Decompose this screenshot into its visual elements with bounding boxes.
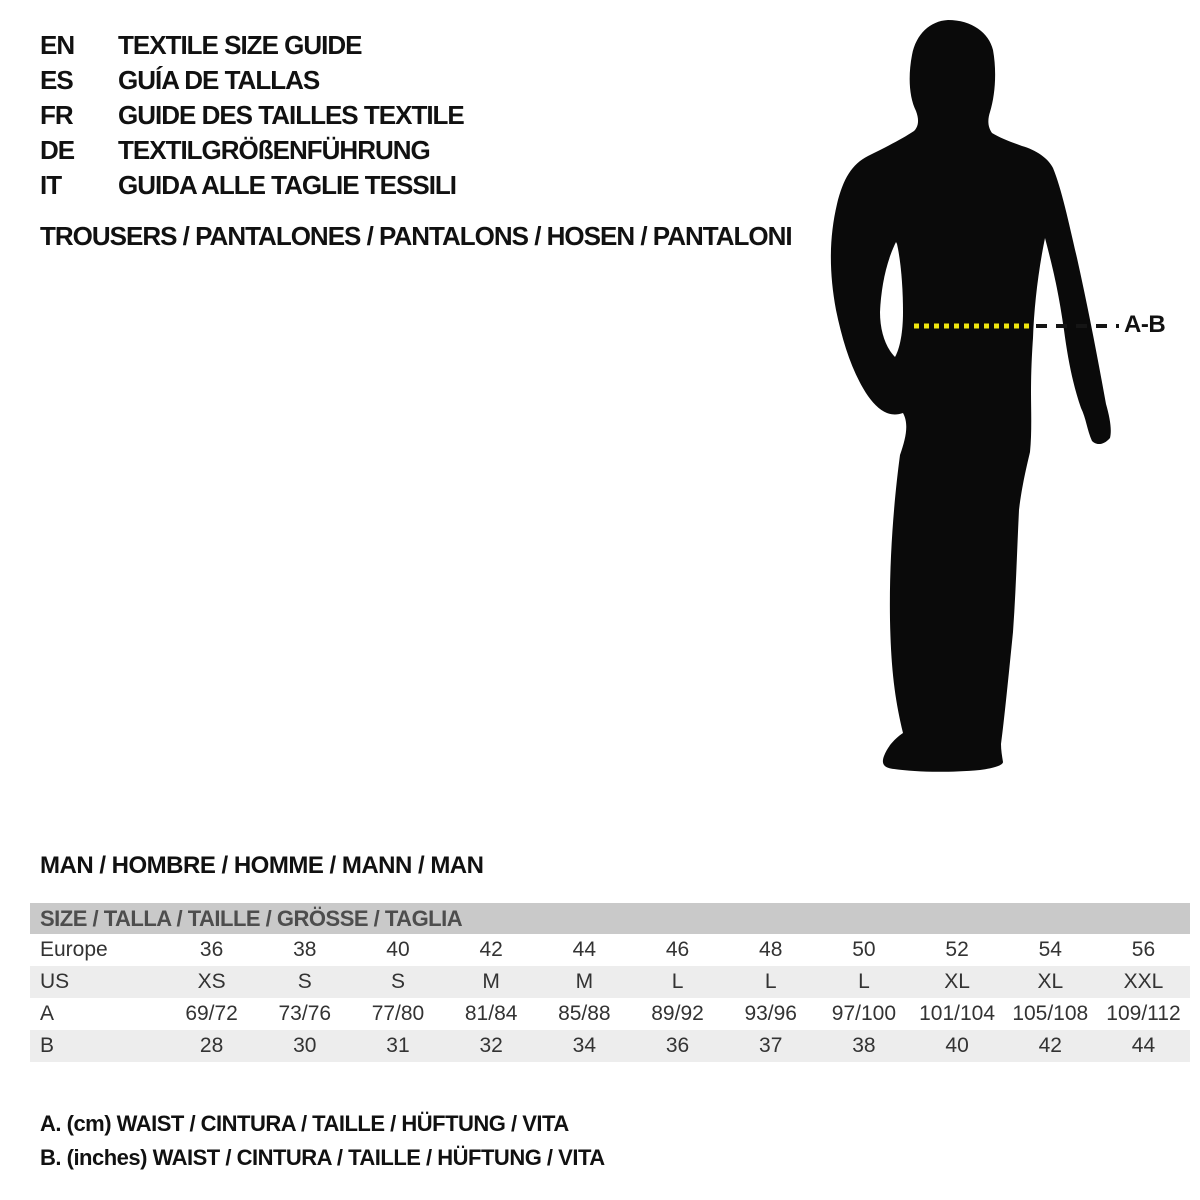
table-row xyxy=(30,998,1190,1030)
footnote-cm: A. (cm) WAIST / CINTURA / TAILLE / HÜFTUNG / VITA xyxy=(40,1111,569,1136)
table-cell: XL xyxy=(944,970,970,993)
table-cell: 40 xyxy=(386,938,410,961)
language-title: GUIDA ALLE TAGLIE TESSILI xyxy=(118,170,457,200)
table-row-label: A xyxy=(40,1002,55,1025)
table-cell: 109/112 xyxy=(1106,1002,1181,1025)
table-cell: 93/96 xyxy=(744,1002,797,1025)
table-cell: 69/72 xyxy=(185,1002,238,1025)
table-cell: 73/76 xyxy=(278,1002,332,1025)
table-cell: 54 xyxy=(1038,938,1062,961)
table-cell: 85/88 xyxy=(558,1002,611,1025)
language-code: IT xyxy=(40,170,62,200)
table-cell: L xyxy=(764,970,777,993)
language-title: TEXTILGRÖßENFÜHRUNG xyxy=(118,135,430,165)
table-row-label: US xyxy=(40,970,70,993)
table-cell: 40 xyxy=(945,1034,969,1057)
section-heading-man: MAN / HOMBRE / HOMME / MANN / MAN xyxy=(40,852,484,879)
table-cell: XS xyxy=(197,970,226,993)
footnotes xyxy=(40,1111,605,1179)
table-cell: M xyxy=(575,970,594,993)
table-cell: 97/100 xyxy=(831,1002,897,1025)
man-silhouette xyxy=(831,20,1111,772)
table-cell: 42 xyxy=(479,938,503,961)
product-heading: TROUSERS / PANTALONES / PANTALONS / HOSEN / PANTALONI xyxy=(40,221,792,251)
table-cell: L xyxy=(858,970,870,993)
language-title: GUIDE DES TAILLES TEXTILE xyxy=(118,100,464,130)
size-table-rows xyxy=(30,934,1190,1062)
table-cell: 30 xyxy=(293,1034,317,1057)
table-row-label: Europe xyxy=(40,938,108,961)
table-cell: 37 xyxy=(759,1034,783,1057)
table-cell: 105/108 xyxy=(1012,1002,1089,1025)
table-cell: M xyxy=(482,970,500,993)
table-cell: 31 xyxy=(386,1034,410,1057)
table-cell: 48 xyxy=(759,938,783,961)
language-code: EN xyxy=(40,30,75,60)
table-row xyxy=(30,966,1190,998)
table-cell: 44 xyxy=(572,938,597,961)
language-title: GUÍA DE TALLAS xyxy=(118,65,320,95)
language-code: DE xyxy=(40,135,75,165)
table-cell: 38 xyxy=(852,1034,876,1057)
table-cell: 81/84 xyxy=(464,1002,518,1025)
table-cell: L xyxy=(671,970,684,993)
table-cell: S xyxy=(297,970,312,993)
table-cell: 52 xyxy=(945,938,969,961)
table-cell: 32 xyxy=(479,1034,503,1057)
table-cell: 89/92 xyxy=(651,1002,704,1025)
measure-label: A-B xyxy=(1124,311,1166,338)
language-code: ES xyxy=(40,65,73,95)
table-cell: 77/80 xyxy=(371,1002,425,1025)
table-row xyxy=(30,1030,1190,1062)
table-cell: 38 xyxy=(293,938,317,961)
table-cell: 101/104 xyxy=(919,1002,996,1025)
table-cell: 44 xyxy=(1131,1034,1156,1057)
language-title: TEXTILE SIZE GUIDE xyxy=(118,30,362,60)
footnote-inches: B. (inches) WAIST / CINTURA / TAILLE / HÜFTUNG / VITA xyxy=(40,1145,605,1170)
table-cell: XXL xyxy=(1123,970,1164,993)
size-table-header: SIZE / TALLA / TAILLE / GRÖSSE / TAGLIA xyxy=(30,903,1190,934)
table-cell: 36 xyxy=(665,1034,690,1057)
table-cell: XL xyxy=(1037,970,1064,993)
table-cell: 42 xyxy=(1038,1034,1062,1057)
table-cell: S xyxy=(390,970,405,993)
table-row xyxy=(30,934,1190,966)
table-cell: 36 xyxy=(199,938,224,961)
table-cell: 28 xyxy=(199,1034,224,1057)
language-code: FR xyxy=(40,100,73,130)
table-cell: 34 xyxy=(572,1034,597,1057)
table-cell: 56 xyxy=(1131,938,1156,961)
table-row-label: B xyxy=(40,1034,55,1057)
table-cell: 46 xyxy=(665,938,690,961)
table-cell: 50 xyxy=(852,938,876,961)
size-table xyxy=(30,903,1190,1062)
